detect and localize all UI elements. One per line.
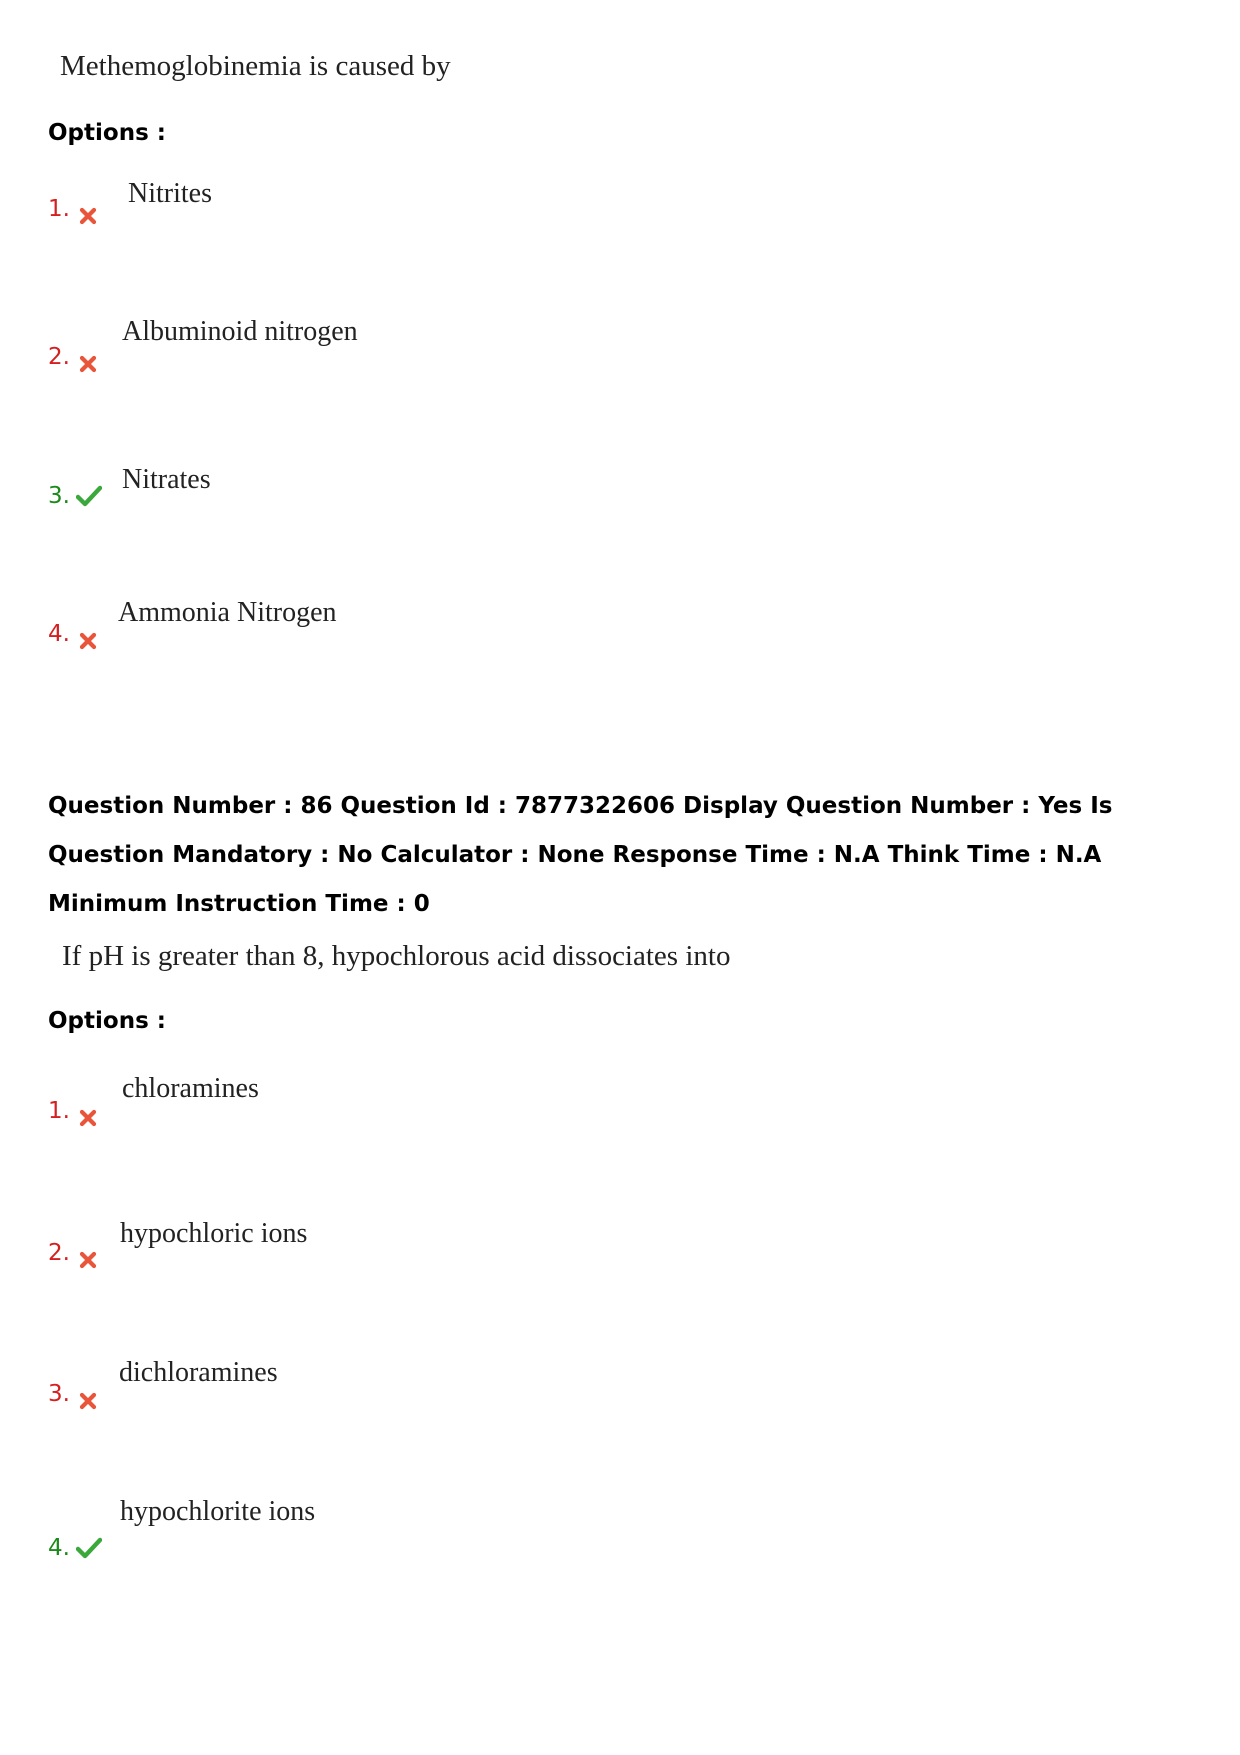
question-1-option-3 [48,483,70,509]
option-number: 2. [48,344,70,370]
cross-icon [78,631,98,651]
option-text: Nitrites [128,178,212,209]
check-icon [76,1537,102,1559]
option-text: dichloramines [119,1357,278,1388]
option-text: Albuminoid nitrogen [122,316,358,347]
question-1-options-heading: Options : [48,120,166,146]
option-text: hypochlorite ions [120,1496,316,1527]
question-2-option-3 [48,1381,70,1407]
question-1-option-2 [48,344,70,370]
option-number: 3. [48,1381,70,1407]
cross-icon [78,354,98,374]
question-2-option-2 [48,1240,70,1266]
question-2-option-1 [48,1098,70,1124]
question-2-text: If pH is greater than 8, hypochlorous acid dissociates into [62,940,731,972]
cross-icon [78,1250,98,1270]
option-number: 4. [48,621,70,647]
question-2-meta: Question Number : 86 Question Id : 7877322606 Display Question Number : Yes Is Question Mandatory : No Calculator : None Response Time : N.A Think Time : N.A Minimum Instruction Time : 0 [48,793,1113,917]
option-number: 1. [48,1098,70,1124]
option-text: chloramines [122,1073,259,1104]
option-text: hypochloric ions [120,1218,308,1249]
option-text: Nitrates [122,464,211,495]
check-icon [76,485,102,507]
cross-icon [78,1108,98,1128]
option-text: Ammonia Nitrogen [118,597,337,628]
question-1-option-1 [48,196,70,222]
option-number: 1. [48,196,70,222]
option-number: 4. [48,1535,70,1561]
option-number: 3. [48,483,70,509]
cross-icon [78,1391,98,1411]
question-1-text: Methemoglobinemia is caused by [60,50,451,82]
question-1-option-4 [48,621,70,647]
cross-icon [78,206,98,226]
option-number: 2. [48,1240,70,1266]
question-2-options-heading: Options : [48,1008,166,1034]
question-2-option-4 [48,1535,70,1561]
